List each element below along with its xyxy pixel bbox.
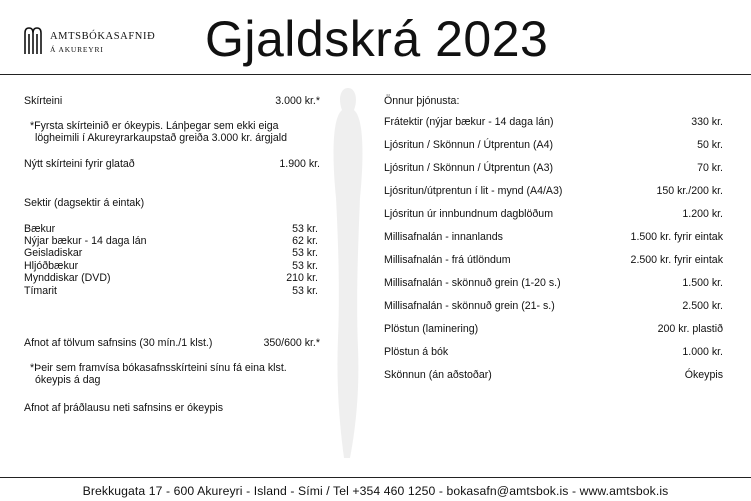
fines-heading: Sektir (dagsektir á eintak) xyxy=(24,197,145,209)
service-price: 1.200 kr. xyxy=(682,208,723,220)
computer-use-price: 350/600 kr.* xyxy=(263,337,320,349)
service-price: 2.500 kr. fyrir eintak xyxy=(630,254,723,266)
service-price: 1.500 kr. xyxy=(682,277,723,289)
footer-contact: Brekkugata 17 - 600 Akureyri - Island - Sími / Tel +354 460 1250 - bokasafn@amtsbok.is - www.amtsbok.is xyxy=(82,484,669,498)
service-price: 2.500 kr. xyxy=(682,300,723,312)
service-price: 1.000 kr. xyxy=(682,346,723,358)
replacement-card-price: 1.900 kr. xyxy=(279,158,320,170)
service-label: Plöstun á bók xyxy=(384,346,449,358)
card-price: 3.000 kr.* xyxy=(275,95,320,107)
library-logo-name: AMTSBÓKASAFNIÐ xyxy=(50,31,156,42)
footer-divider xyxy=(0,477,751,478)
fine-price: 53 kr. xyxy=(292,285,318,297)
fine-label: Nýjar bækur - 14 daga lán xyxy=(24,235,147,247)
fine-label: Hljóðbækur xyxy=(24,260,79,272)
card-note-line-2: lögheimili í Akureyrarkaupstað greiða 3.000 kr. árgjald xyxy=(35,132,288,144)
service-label: Plöstun (laminering) xyxy=(384,323,479,335)
service-price: 330 kr. xyxy=(691,116,723,128)
fine-price: 53 kr. xyxy=(292,260,318,272)
computer-note-line-1: *Þeir sem framvísa bókasafnsskírteini sínu fá eina klst. xyxy=(30,362,287,374)
fine-price: 210 kr. xyxy=(286,272,318,284)
computer-use-label: Afnot af tölvum safnsins (30 mín./1 klst.) xyxy=(24,337,213,349)
library-logo-subtitle: Á AKUREYRI xyxy=(50,45,104,54)
service-label: Millisafnalán - skönnuð grein (21- s.) xyxy=(384,300,555,312)
watermark-figure-icon xyxy=(330,88,366,458)
service-label: Ljósritun / Skönnun / Útprentun (A3) xyxy=(384,162,554,174)
service-label: Ljósritun / Skönnun / Útprentun (A4) xyxy=(384,139,554,151)
service-label: Millisafnalán - frá útlöndum xyxy=(384,254,511,266)
service-price: 70 kr. xyxy=(697,162,723,174)
fine-label: Geisladiskar xyxy=(24,247,83,259)
service-price: 1.500 kr. fyrir eintak xyxy=(630,231,723,243)
fine-price: 53 kr. xyxy=(292,247,318,259)
page-title: Gjaldskrá 2023 xyxy=(205,11,549,67)
fine-label: Mynddiskar (DVD) xyxy=(24,272,111,284)
service-price: 150 kr./200 kr. xyxy=(656,185,723,197)
fine-label: Bækur xyxy=(24,223,56,235)
other-services-heading: Önnur þjónusta: xyxy=(384,95,460,107)
service-label: Frátektir (nýjar bækur - 14 daga lán) xyxy=(384,116,554,128)
fine-label: Tímarit xyxy=(24,285,57,297)
card-note-line-1: *Fyrsta skírteinið er ókeypis. Lánþegar sem ekki eiga xyxy=(30,120,279,132)
service-label: Ljósritun/útprentun í lit - mynd (A4/A3) xyxy=(384,185,563,197)
replacement-card-label: Nýtt skírteini fyrir glatað xyxy=(24,158,135,170)
library-logo-icon xyxy=(24,27,42,54)
service-price: 200 kr. plastið xyxy=(657,323,723,335)
wifi-note: Afnot af þráðlausu neti safnsins er ókeypis xyxy=(24,402,224,414)
fine-price: 53 kr. xyxy=(292,223,318,235)
service-price: Ókeypis xyxy=(684,369,723,381)
service-label: Ljósritun úr innbundnum dagblöðum xyxy=(384,208,554,220)
service-label: Millisafnalán - innanlands xyxy=(384,231,503,243)
fine-price: 62 kr. xyxy=(292,235,318,247)
computer-note-line-2: ókeypis á dag xyxy=(35,374,101,386)
header-divider xyxy=(0,74,751,75)
card-label: Skírteini xyxy=(24,95,63,107)
service-label: Skönnun (án aðstoðar) xyxy=(384,369,492,381)
service-price: 50 kr. xyxy=(697,139,723,151)
service-label: Millisafnalán - skönnuð grein (1-20 s.) xyxy=(384,277,561,289)
